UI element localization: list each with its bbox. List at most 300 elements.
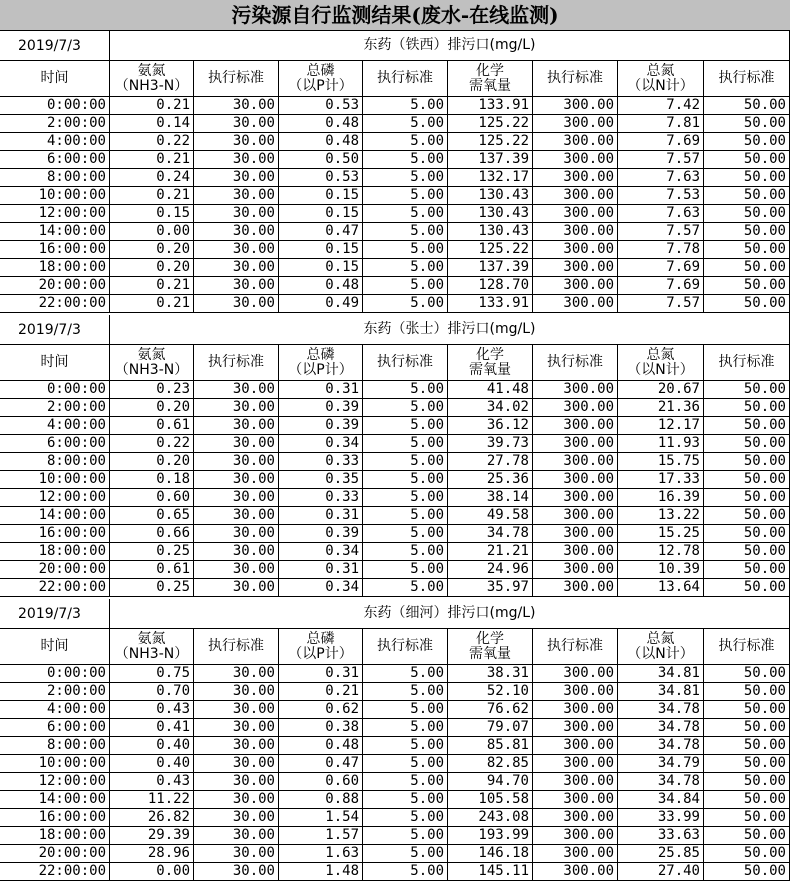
- header-standard: 执行标准: [533, 61, 618, 97]
- cell-nitrogen: 7.78: [618, 241, 704, 259]
- cell-cod: 146.18: [448, 845, 533, 863]
- cell-nitrogen: 13.64: [618, 579, 704, 597]
- cell-ammonia-standard: 30.00: [194, 205, 279, 223]
- cell-nitrogen: 34.78: [618, 719, 704, 737]
- cell-nitrogen-standard: 50.00: [704, 701, 790, 719]
- cell-nitrogen: 33.63: [618, 827, 704, 845]
- cell-nitrogen-standard: 50.00: [704, 417, 790, 435]
- cell-cod-standard: 300.00: [533, 827, 618, 845]
- cell-phosphorus: 0.48: [279, 133, 363, 151]
- cell-time: 12:00:00: [0, 773, 110, 791]
- cell-ammonia-standard: 30.00: [194, 169, 279, 187]
- cell-phosphorus-standard: 5.00: [363, 863, 448, 881]
- cell-nitrogen-standard: 50.00: [704, 259, 790, 277]
- cell-cod-standard: 300.00: [533, 755, 618, 773]
- cell-phosphorus-standard: 5.00: [363, 543, 448, 561]
- cell-phosphorus-standard: 5.00: [363, 737, 448, 755]
- cell-nitrogen: 7.69: [618, 259, 704, 277]
- header-phosphorus-line2: （以P计）: [288, 645, 353, 662]
- cell-cod-standard: 300.00: [533, 489, 618, 507]
- cell-nitrogen-standard: 50.00: [704, 827, 790, 845]
- header-cod-line2: 需氧量: [469, 361, 511, 378]
- cell-cod-standard: 300.00: [533, 277, 618, 295]
- cell-time: 20:00:00: [0, 277, 110, 295]
- cell-time: 16:00:00: [0, 525, 110, 543]
- cell-phosphorus: 0.53: [279, 169, 363, 187]
- cell-time: 20:00:00: [0, 845, 110, 863]
- cell-cod: 36.12: [448, 417, 533, 435]
- header-time: 时间: [0, 61, 110, 97]
- header-standard: 执行标准: [194, 629, 279, 665]
- cell-phosphorus-standard: 5.00: [363, 435, 448, 453]
- header-nitrogen-line2: （以N计）: [627, 77, 694, 94]
- cell-cod-standard: 300.00: [533, 543, 618, 561]
- cell-phosphorus: 0.48: [279, 737, 363, 755]
- header-nitrogen-line2: （以N计）: [627, 645, 694, 662]
- cell-cod: 79.07: [448, 719, 533, 737]
- cell-phosphorus: 0.31: [279, 665, 363, 683]
- cell-cod: 34.02: [448, 399, 533, 417]
- cell-cod-standard: 300.00: [533, 435, 618, 453]
- cell-ammonia-standard: 30.00: [194, 399, 279, 417]
- outlet-name: 东药（细河）排污口(mg/L): [110, 599, 790, 629]
- cell-phosphorus: 0.33: [279, 453, 363, 471]
- cell-phosphorus: 0.21: [279, 683, 363, 701]
- cell-phosphorus: 0.48: [279, 115, 363, 133]
- cell-ammonia: 0.22: [110, 133, 194, 151]
- header-phosphorus-line2: （以P计）: [288, 361, 353, 378]
- cell-phosphorus: 0.62: [279, 701, 363, 719]
- cell-time: 10:00:00: [0, 187, 110, 205]
- cell-cod: 85.81: [448, 737, 533, 755]
- cell-time: 18:00:00: [0, 543, 110, 561]
- header-cod-line1: 化学: [476, 630, 504, 647]
- header-ammonia: [110, 629, 194, 665]
- cell-time: 8:00:00: [0, 737, 110, 755]
- header-nitrogen: [618, 629, 704, 665]
- cell-ammonia-standard: 30.00: [194, 417, 279, 435]
- cell-phosphorus-standard: 5.00: [363, 97, 448, 115]
- cell-ammonia-standard: 30.00: [194, 809, 279, 827]
- cell-phosphorus-standard: 5.00: [363, 453, 448, 471]
- cell-time: 6:00:00: [0, 719, 110, 737]
- cell-ammonia-standard: 30.00: [194, 133, 279, 151]
- cell-ammonia: 0.20: [110, 241, 194, 259]
- cell-cod: 25.36: [448, 471, 533, 489]
- cell-nitrogen-standard: 50.00: [704, 665, 790, 683]
- cell-phosphorus: 1.48: [279, 863, 363, 881]
- cell-ammonia-standard: 30.00: [194, 665, 279, 683]
- cell-nitrogen-standard: 50.00: [704, 773, 790, 791]
- header-standard: 执行标准: [533, 345, 618, 381]
- cell-phosphorus: 0.60: [279, 773, 363, 791]
- cell-time: 4:00:00: [0, 133, 110, 151]
- cell-cod: 193.99: [448, 827, 533, 845]
- cell-nitrogen-standard: 50.00: [704, 97, 790, 115]
- cell-nitrogen-standard: 50.00: [704, 809, 790, 827]
- cell-nitrogen-standard: 50.00: [704, 241, 790, 259]
- cell-ammonia: 0.00: [110, 223, 194, 241]
- cell-cod: 38.31: [448, 665, 533, 683]
- cell-time: 6:00:00: [0, 151, 110, 169]
- cell-phosphorus-standard: 5.00: [363, 277, 448, 295]
- cell-phosphorus-standard: 5.00: [363, 187, 448, 205]
- cell-ammonia: 0.41: [110, 719, 194, 737]
- cell-time: 0:00:00: [0, 97, 110, 115]
- cell-nitrogen-standard: 50.00: [704, 719, 790, 737]
- cell-phosphorus: 0.31: [279, 507, 363, 525]
- cell-cod: 105.58: [448, 791, 533, 809]
- cell-phosphorus: 0.34: [279, 579, 363, 597]
- cell-nitrogen: 7.57: [618, 223, 704, 241]
- cell-ammonia-standard: 30.00: [194, 277, 279, 295]
- cell-nitrogen-standard: 50.00: [704, 133, 790, 151]
- cell-cod: 130.43: [448, 187, 533, 205]
- cell-ammonia-standard: 30.00: [194, 701, 279, 719]
- cell-ammonia: 0.15: [110, 205, 194, 223]
- cell-ammonia-standard: 30.00: [194, 755, 279, 773]
- cell-phosphorus-standard: 5.00: [363, 701, 448, 719]
- cell-time: 12:00:00: [0, 205, 110, 223]
- cell-nitrogen: 7.42: [618, 97, 704, 115]
- cell-cod-standard: 300.00: [533, 845, 618, 863]
- cell-phosphorus: 0.47: [279, 755, 363, 773]
- cell-cod-standard: 300.00: [533, 665, 618, 683]
- cell-ammonia-standard: 30.00: [194, 489, 279, 507]
- section-date: 2019/7/3: [0, 315, 110, 345]
- cell-cod-standard: 300.00: [533, 115, 618, 133]
- cell-time: 16:00:00: [0, 241, 110, 259]
- cell-phosphorus-standard: 5.00: [363, 845, 448, 863]
- cell-cod: 128.70: [448, 277, 533, 295]
- header-standard: 执行标准: [363, 345, 448, 381]
- cell-ammonia: 0.14: [110, 115, 194, 133]
- cell-cod-standard: 300.00: [533, 579, 618, 597]
- cell-nitrogen-standard: 50.00: [704, 223, 790, 241]
- header-phosphorus: [279, 345, 363, 381]
- cell-phosphorus: 0.31: [279, 381, 363, 399]
- cell-phosphorus: 1.57: [279, 827, 363, 845]
- cell-nitrogen-standard: 50.00: [704, 489, 790, 507]
- cell-phosphorus: 0.31: [279, 561, 363, 579]
- cell-cod-standard: 300.00: [533, 399, 618, 417]
- cell-time: 6:00:00: [0, 435, 110, 453]
- cell-phosphorus-standard: 5.00: [363, 399, 448, 417]
- cell-cod: 125.22: [448, 115, 533, 133]
- cell-ammonia-standard: 30.00: [194, 737, 279, 755]
- cell-ammonia: 0.25: [110, 543, 194, 561]
- cell-ammonia-standard: 30.00: [194, 683, 279, 701]
- cell-nitrogen-standard: 50.00: [704, 277, 790, 295]
- cell-time: 2:00:00: [0, 115, 110, 133]
- cell-nitrogen-standard: 50.00: [704, 863, 790, 881]
- cell-phosphorus: 0.15: [279, 259, 363, 277]
- cell-cod: 41.48: [448, 381, 533, 399]
- cell-cod: 35.97: [448, 579, 533, 597]
- cell-ammonia: 0.40: [110, 737, 194, 755]
- cell-ammonia-standard: 30.00: [194, 827, 279, 845]
- cell-ammonia: 29.39: [110, 827, 194, 845]
- cell-nitrogen: 7.53: [618, 187, 704, 205]
- cell-nitrogen: 27.40: [618, 863, 704, 881]
- section-date: 2019/7/3: [0, 599, 110, 629]
- cell-nitrogen-standard: 50.00: [704, 543, 790, 561]
- cell-nitrogen-standard: 50.00: [704, 453, 790, 471]
- header-standard: 执行标准: [363, 629, 448, 665]
- cell-ammonia: 0.20: [110, 399, 194, 417]
- cell-cod: 38.14: [448, 489, 533, 507]
- header-nitrogen-line2: （以N计）: [627, 361, 694, 378]
- cell-phosphorus-standard: 5.00: [363, 579, 448, 597]
- cell-cod-standard: 300.00: [533, 773, 618, 791]
- cell-time: 18:00:00: [0, 259, 110, 277]
- cell-nitrogen-standard: 50.00: [704, 525, 790, 543]
- cell-ammonia-standard: 30.00: [194, 791, 279, 809]
- sheet-title: 污染源自行监测结果(废水-在线监测): [0, 0, 790, 31]
- cell-nitrogen-standard: 50.00: [704, 399, 790, 417]
- cell-time: 14:00:00: [0, 791, 110, 809]
- cell-ammonia: 0.61: [110, 561, 194, 579]
- cell-nitrogen-standard: 50.00: [704, 755, 790, 773]
- cell-ammonia-standard: 30.00: [194, 845, 279, 863]
- cell-phosphorus: 0.49: [279, 295, 363, 313]
- header-nitrogen: [618, 345, 704, 381]
- cell-nitrogen: 7.69: [618, 133, 704, 151]
- header-phosphorus-line1: 总磷: [306, 346, 335, 363]
- cell-nitrogen-standard: 50.00: [704, 435, 790, 453]
- cell-ammonia-standard: 30.00: [194, 525, 279, 543]
- cell-cod: 76.62: [448, 701, 533, 719]
- cell-ammonia: 0.21: [110, 277, 194, 295]
- cell-cod-standard: 300.00: [533, 561, 618, 579]
- cell-nitrogen: 10.39: [618, 561, 704, 579]
- cell-cod: 243.08: [448, 809, 533, 827]
- cell-ammonia: 0.75: [110, 665, 194, 683]
- cell-cod-standard: 300.00: [533, 259, 618, 277]
- cell-time: 22:00:00: [0, 295, 110, 313]
- cell-cod-standard: 300.00: [533, 791, 618, 809]
- cell-phosphorus-standard: 5.00: [363, 471, 448, 489]
- cell-nitrogen: 34.79: [618, 755, 704, 773]
- header-ammonia-line2: （NH3-N）: [114, 77, 189, 94]
- cell-cod: 39.73: [448, 435, 533, 453]
- header-phosphorus-line2: （以P计）: [288, 77, 353, 94]
- cell-cod: 94.70: [448, 773, 533, 791]
- cell-ammonia-standard: 30.00: [194, 115, 279, 133]
- cell-cod-standard: 300.00: [533, 223, 618, 241]
- cell-nitrogen-standard: 50.00: [704, 381, 790, 399]
- cell-ammonia-standard: 30.00: [194, 719, 279, 737]
- cell-ammonia: 0.43: [110, 701, 194, 719]
- cell-ammonia: 0.22: [110, 435, 194, 453]
- cell-phosphorus: 0.38: [279, 719, 363, 737]
- header-phosphorus-line1: 总磷: [306, 630, 335, 647]
- cell-ammonia: 26.82: [110, 809, 194, 827]
- cell-cod: 137.39: [448, 151, 533, 169]
- cell-phosphorus-standard: 5.00: [363, 295, 448, 313]
- cell-phosphorus-standard: 5.00: [363, 827, 448, 845]
- header-ammonia: [110, 61, 194, 97]
- cell-nitrogen: 11.93: [618, 435, 704, 453]
- cell-time: 2:00:00: [0, 683, 110, 701]
- cell-ammonia: 11.22: [110, 791, 194, 809]
- cell-cod: 82.85: [448, 755, 533, 773]
- cell-cod: 34.78: [448, 525, 533, 543]
- header-ammonia-line1: 氨氮: [137, 630, 166, 647]
- cell-cod-standard: 300.00: [533, 417, 618, 435]
- cell-time: 0:00:00: [0, 665, 110, 683]
- cell-ammonia: 0.21: [110, 187, 194, 205]
- cell-cod: 133.91: [448, 97, 533, 115]
- cell-nitrogen: 12.17: [618, 417, 704, 435]
- cell-nitrogen: 12.78: [618, 543, 704, 561]
- header-cod-line1: 化学: [476, 62, 504, 79]
- cell-phosphorus: 0.47: [279, 223, 363, 241]
- cell-nitrogen-standard: 50.00: [704, 115, 790, 133]
- cell-ammonia-standard: 30.00: [194, 435, 279, 453]
- cell-cod: 24.96: [448, 561, 533, 579]
- header-cod-line1: 化学: [476, 346, 504, 363]
- cell-nitrogen: 7.57: [618, 151, 704, 169]
- cell-ammonia-standard: 30.00: [194, 97, 279, 115]
- cell-cod: 49.58: [448, 507, 533, 525]
- cell-time: 14:00:00: [0, 223, 110, 241]
- cell-ammonia-standard: 30.00: [194, 295, 279, 313]
- cell-cod-standard: 300.00: [533, 205, 618, 223]
- cell-ammonia: 0.61: [110, 417, 194, 435]
- cell-cod-standard: 300.00: [533, 719, 618, 737]
- cell-cod-standard: 300.00: [533, 241, 618, 259]
- cell-phosphorus-standard: 5.00: [363, 791, 448, 809]
- cell-phosphorus: 0.34: [279, 543, 363, 561]
- cell-phosphorus-standard: 5.00: [363, 525, 448, 543]
- cell-cod: 125.22: [448, 241, 533, 259]
- header-time: 时间: [0, 345, 110, 381]
- cell-time: 0:00:00: [0, 381, 110, 399]
- cell-phosphorus: 0.15: [279, 187, 363, 205]
- cell-nitrogen: 7.63: [618, 205, 704, 223]
- cell-nitrogen: 34.78: [618, 737, 704, 755]
- cell-nitrogen-standard: 50.00: [704, 151, 790, 169]
- cell-nitrogen: 34.81: [618, 683, 704, 701]
- outlet-name: 东药（铁西）排污口(mg/L): [110, 31, 790, 61]
- cell-cod-standard: 300.00: [533, 525, 618, 543]
- cell-phosphorus-standard: 5.00: [363, 561, 448, 579]
- cell-ammonia: 0.23: [110, 381, 194, 399]
- cell-phosphorus: 0.15: [279, 205, 363, 223]
- header-phosphorus: [279, 629, 363, 665]
- cell-phosphorus: 0.15: [279, 241, 363, 259]
- cell-phosphorus-standard: 5.00: [363, 489, 448, 507]
- cell-nitrogen-standard: 50.00: [704, 205, 790, 223]
- cell-phosphorus-standard: 5.00: [363, 241, 448, 259]
- header-ammonia-line2: （NH3-N）: [114, 645, 189, 662]
- cell-phosphorus-standard: 5.00: [363, 719, 448, 737]
- cell-ammonia-standard: 30.00: [194, 241, 279, 259]
- cell-cod-standard: 300.00: [533, 169, 618, 187]
- cell-cod-standard: 300.00: [533, 701, 618, 719]
- cell-phosphorus: 0.34: [279, 435, 363, 453]
- cell-phosphorus-standard: 5.00: [363, 683, 448, 701]
- cell-nitrogen: 34.78: [618, 773, 704, 791]
- cell-phosphorus-standard: 5.00: [363, 115, 448, 133]
- cell-cod-standard: 300.00: [533, 809, 618, 827]
- cell-phosphorus: 0.39: [279, 525, 363, 543]
- cell-cod-standard: 300.00: [533, 683, 618, 701]
- header-ammonia: [110, 345, 194, 381]
- cell-ammonia-standard: 30.00: [194, 579, 279, 597]
- cell-ammonia: 0.70: [110, 683, 194, 701]
- cell-ammonia: 0.21: [110, 151, 194, 169]
- header-cod: [448, 629, 533, 665]
- cell-cod: 130.43: [448, 205, 533, 223]
- cell-cod-standard: 300.00: [533, 295, 618, 313]
- header-ammonia-line1: 氨氮: [137, 346, 166, 363]
- cell-time: 4:00:00: [0, 417, 110, 435]
- header-cod-line2: 需氧量: [469, 645, 511, 662]
- cell-ammonia-standard: 30.00: [194, 151, 279, 169]
- cell-ammonia: 0.18: [110, 471, 194, 489]
- cell-time: 14:00:00: [0, 507, 110, 525]
- cell-time: 2:00:00: [0, 399, 110, 417]
- cell-nitrogen-standard: 50.00: [704, 471, 790, 489]
- cell-phosphorus-standard: 5.00: [363, 133, 448, 151]
- cell-cod-standard: 300.00: [533, 381, 618, 399]
- cell-nitrogen-standard: 50.00: [704, 169, 790, 187]
- outlet-name: 东药（张士）排污口(mg/L): [110, 315, 790, 345]
- cell-time: 16:00:00: [0, 809, 110, 827]
- cell-ammonia: 0.21: [110, 97, 194, 115]
- cell-ammonia: 0.60: [110, 489, 194, 507]
- cell-ammonia-standard: 30.00: [194, 543, 279, 561]
- cell-ammonia: 0.25: [110, 579, 194, 597]
- cell-time: 8:00:00: [0, 169, 110, 187]
- cell-time: 12:00:00: [0, 489, 110, 507]
- header-standard: 执行标准: [194, 61, 279, 97]
- cell-cod: 145.11: [448, 863, 533, 881]
- cell-phosphorus-standard: 5.00: [363, 773, 448, 791]
- cell-phosphorus: 0.50: [279, 151, 363, 169]
- cell-phosphorus-standard: 5.00: [363, 381, 448, 399]
- header-standard: 执行标准: [533, 629, 618, 665]
- cell-ammonia: 0.00: [110, 863, 194, 881]
- cell-cod-standard: 300.00: [533, 97, 618, 115]
- cell-nitrogen-standard: 50.00: [704, 561, 790, 579]
- cell-cod: 132.17: [448, 169, 533, 187]
- cell-nitrogen-standard: 50.00: [704, 579, 790, 597]
- cell-nitrogen: 7.57: [618, 295, 704, 313]
- cell-cod: 21.21: [448, 543, 533, 561]
- cell-cod: 133.91: [448, 295, 533, 313]
- header-cod: [448, 345, 533, 381]
- cell-phosphorus-standard: 5.00: [363, 417, 448, 435]
- cell-phosphorus-standard: 5.00: [363, 151, 448, 169]
- cell-cod-standard: 300.00: [533, 863, 618, 881]
- header-standard: 执行标准: [363, 61, 448, 97]
- cell-ammonia-standard: 30.00: [194, 863, 279, 881]
- cell-cod-standard: 300.00: [533, 151, 618, 169]
- header-time: 时间: [0, 629, 110, 665]
- cell-ammonia-standard: 30.00: [194, 381, 279, 399]
- cell-cod: 52.10: [448, 683, 533, 701]
- cell-ammonia: 0.43: [110, 773, 194, 791]
- cell-nitrogen: 33.99: [618, 809, 704, 827]
- cell-cod-standard: 300.00: [533, 737, 618, 755]
- cell-time: 22:00:00: [0, 863, 110, 881]
- cell-phosphorus-standard: 5.00: [363, 665, 448, 683]
- cell-time: 4:00:00: [0, 701, 110, 719]
- cell-ammonia: 0.24: [110, 169, 194, 187]
